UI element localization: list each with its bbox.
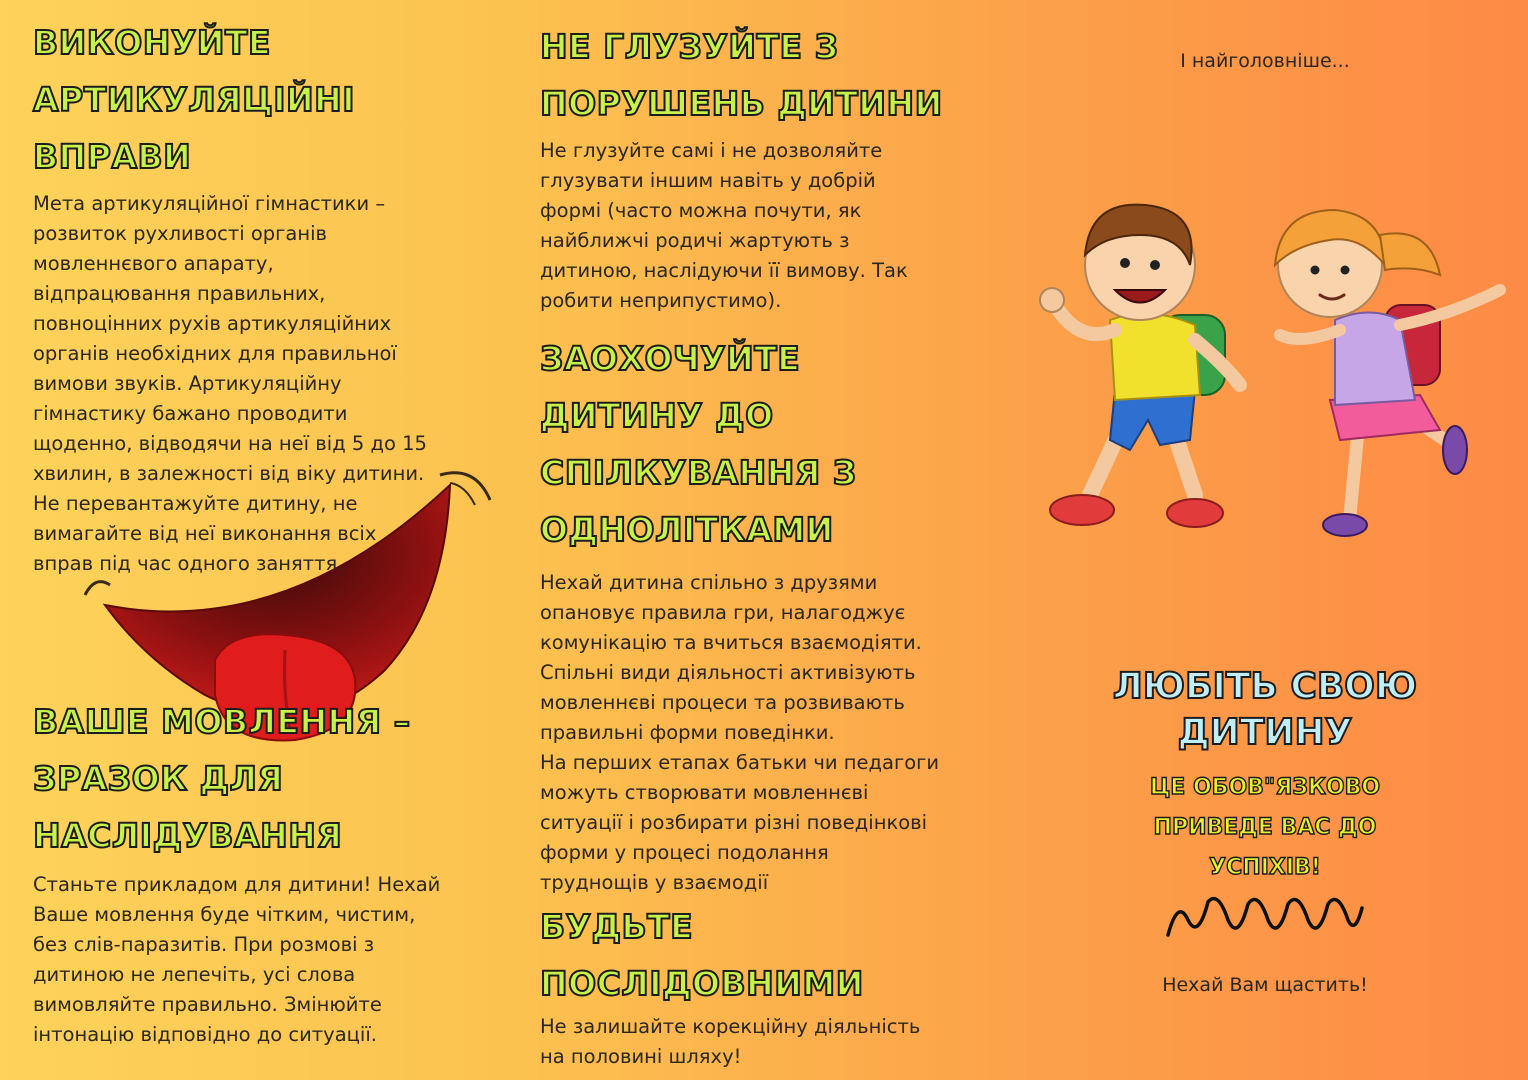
heading-articulation-exercises: ВИКОНУЙТЕ АРТИКУЛЯЦІЙНІ ВПРАВИ xyxy=(33,23,355,176)
text-be-consistent: Не залишайте корекційну діяльність на половині шляху! xyxy=(540,1015,921,1068)
subheading-leads-to-success: ЦЕ ОБОВ"ЯЗКОВО ПРИВЕДЕ ВАС ДО УСПІХІВ! xyxy=(1149,775,1381,880)
zigzag-squiggle-icon xyxy=(1160,890,1370,945)
girl-figure xyxy=(1275,210,1500,536)
text-articulation-exercises: Мета артикуляційної гімнастики – розвиток рухливості органів мовленнєвого апарату, відпрацювання правильних, повноцінних рухів артикуляційних органів необхідних для правильної вимови звуків. Артикуляційну гімнастику бажано проводити щоденно, відводячи на неї від 5 до 15 хвилин, в залежності від віку дитини. Не перевантажуйте дитину, не вимагайте від неї виконання всіх вправ під час одного заняття. xyxy=(33,192,427,575)
column-middle xyxy=(540,18,1000,1072)
column-left-bottom xyxy=(33,693,503,1050)
text-speech-example: Станьте прикладом для дитини! Нехай Ваше мовлення буде чітким, чистим, без слів-паразитів. При розмові з дитиною не лепечіть, усі слова вимовляйте правильно. Змінюйте інтонацію відповідно до ситуації. xyxy=(33,873,441,1046)
heading-no-mocking: НЕ ГЛУЗУЙТЕ З ПОРУШЕНЬ ДИТИНИ xyxy=(540,27,943,123)
heading-be-consistent: БУДЬТЕ ПОСЛІДОВНИМИ xyxy=(540,907,864,1003)
closing-text: Нехай Вам щастить! xyxy=(1162,974,1368,996)
boy-figure xyxy=(1040,205,1240,527)
text-no-mocking: Не глузуйте самі і не дозволяйте глузувати іншим навіть у добрій формі (часто можна почути, як найближчі родичі жартують з дитиною, наслідуючи її вимову. Так робити неприпустимо). xyxy=(540,139,908,312)
children-illustration xyxy=(1030,195,1520,550)
text-encourage-peers: Нехай дитина спільно з друзями опановує правила гри, налагоджує комунікацію та вчиться взаємодіяти. Спільні види діяльності активізують мовленнєві процеси та розвивають правильні форми поведінки. На перших етапах батьки чи педагоги можуть створювати мовленнєві ситуації і розбирати різні поведінкові форми у процесі подолання труднощів у взаємодії xyxy=(540,571,940,894)
column-left xyxy=(33,14,503,579)
intro-text: І найголовніше... xyxy=(1180,50,1350,72)
heading-encourage-peers: ЗАОХОЧУЙТЕ ДИТИНУ ДО СПІЛКУВАННЯ З ОДНОЛІТКАМИ xyxy=(540,339,857,549)
heading-speech-example: ВАШЕ МОВЛЕННЯ – ЗРАЗОК ДЛЯ НАСЛІДУВАННЯ xyxy=(33,702,411,855)
heading-love-your-child: ЛЮБІТЬ СВОЮ ДИТИНУ xyxy=(1112,666,1418,753)
